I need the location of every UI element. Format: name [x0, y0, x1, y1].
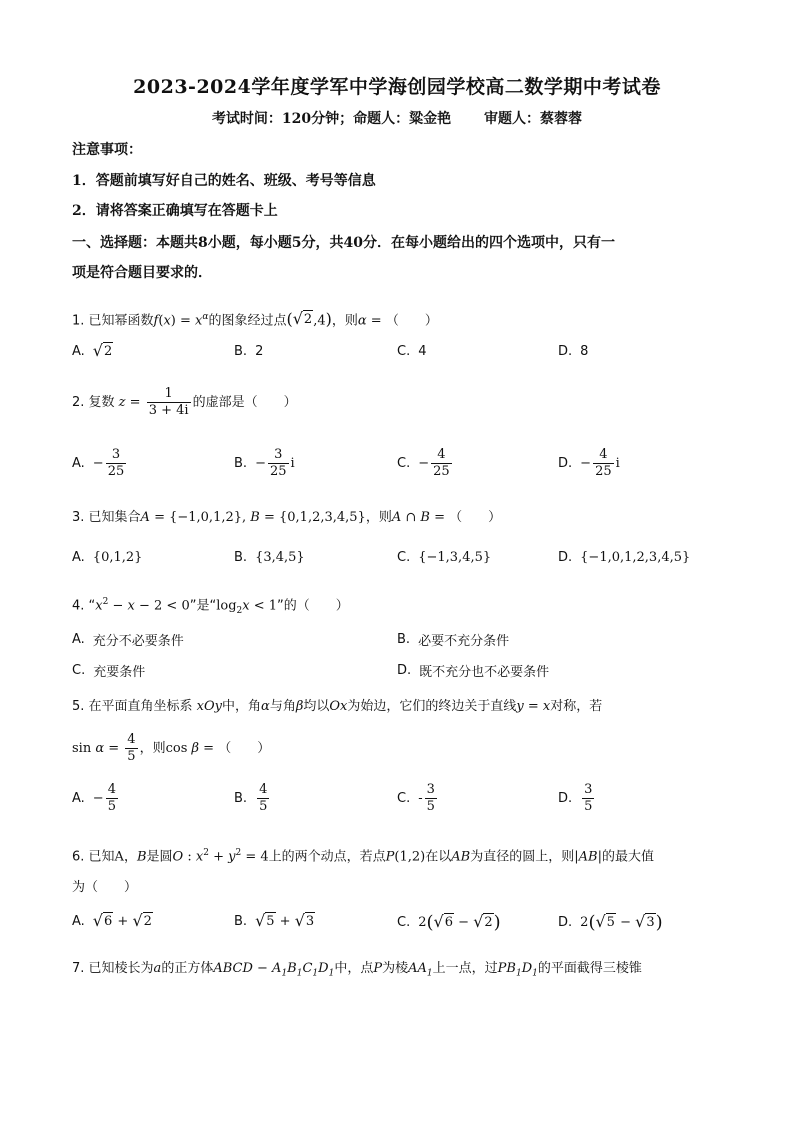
notice-item-2: 2．请将答案正确填写在答题卡上	[72, 203, 278, 219]
q1-option-d[interactable]: D. 8	[558, 344, 589, 359]
q2-option-b[interactable]: B. − $\frac{3}{25}$ i	[234, 447, 295, 479]
q3-option-c[interactable]: C. {−1,3,4,5}	[397, 550, 492, 565]
q5-option-d[interactable]: D. $\frac{3}{5}$	[558, 782, 593, 814]
q6-option-d[interactable]: D. 2 ( √ 5 − √ 3 )	[558, 912, 663, 933]
section-heading-line2: 项是符合题目要求的．	[72, 265, 212, 281]
question-7: 7. 已知棱长为a的正方体ABCD − $A_1B_1C_1D_1$中，点P为棱$AA_1$上一点，过$PB_1D_1$的平面截得三棱锥	[72, 961, 642, 979]
q6-option-b[interactable]: B. √ 5 + √ 3	[234, 911, 315, 930]
reviewer: 审题人：蔡蓉蓉	[484, 111, 583, 127]
q1-option-c[interactable]: C. 4	[397, 344, 427, 359]
question-3: 3. 已知集合A = {−1,0,1,2}, B = {0,1,2,3,4,5}，则A ∩ B = （ ）	[72, 510, 502, 525]
notice-item-1: 1．答题前填写好自己的姓名、班级、考号等信息	[72, 173, 376, 189]
q3-option-b[interactable]: B. {3,4,5}	[234, 550, 305, 565]
question-6-line-2: 为（ ）	[72, 880, 138, 895]
q1-function: f	[153, 313, 159, 329]
question-6-line-1: 6. 已知A，B是圆O : $x^2 + y^2 = 4$上的两个动点，若点P(1,2)在以AB为直径的圆上，则|AB|的最大值	[72, 848, 654, 865]
q5-option-c[interactable]: C. - $\frac{3}{5}$	[397, 782, 435, 814]
q4-option-a[interactable]: A. 充分不必要条件	[72, 632, 184, 649]
section-heading-line1: 一、选择题：本题共8小题，每小题5分，共40分．在每小题给出的四个选项中，只有一	[72, 235, 615, 251]
question-1: 1. 已知幂函数$f(x) = x^\alpha$的图象经过点( √ 2 ,4)，则α = （ ）	[72, 309, 438, 329]
question-4: 4. “$x^2 - x - 2 < 0$”是“$\log_2x < 1$”的（ ）	[72, 597, 349, 616]
exam-info	[0, 108, 794, 128]
q2-option-c[interactable]: C. − $\frac{4}{25}$	[397, 447, 450, 479]
q4-option-b[interactable]: B. 必要不充分条件	[397, 632, 510, 649]
q6-option-c[interactable]: C. 2 ( √ 6 − √ 2 )	[397, 912, 501, 933]
q5-option-b[interactable]: B. $\frac{4}{5}$	[234, 782, 268, 814]
question-2: 2. 复数 z = $\frac{1}{3 + 4i}$ 的虚部是（ ）	[72, 386, 297, 418]
q6-option-a[interactable]: A. √ 6 + √ 2	[72, 911, 152, 930]
exam-time: 考试时间：120分钟；命题人：粱金艳	[211, 111, 452, 127]
q4-option-c[interactable]: C. 充要条件	[72, 663, 146, 680]
q2-option-d[interactable]: D. − $\frac{4}{25}$ i	[558, 447, 620, 479]
q3-option-a[interactable]: A. {0,1,2}	[72, 550, 143, 565]
q4-option-d[interactable]: D. 既不充分也不必要条件	[397, 663, 550, 680]
question-5-line-2: sin α = $\frac{4}{5}$ ，则 cos β = （ ）	[72, 732, 271, 764]
page-title: 2023-2024学年度学军中学海创园学校高二数学期中考试卷	[133, 76, 661, 98]
q1-option-a[interactable]: A. √ 2	[72, 341, 113, 360]
q5-option-a[interactable]: A. − $\frac{4}{5}$	[72, 782, 116, 814]
q1-option-b[interactable]: B. 2	[234, 344, 264, 359]
notice-heading: 注意事项：	[72, 142, 142, 158]
q2-option-a[interactable]: A. − $\frac{3}{25}$	[72, 447, 125, 479]
q3-option-d[interactable]: D. {−1,0,1,2,3,4,5}	[558, 550, 691, 565]
question-5-line-1: 5. 在平面直角坐标系 xOy中，角α与角β均以Ox为始边，它们的终边关于直线y = x对称，若	[72, 699, 603, 714]
